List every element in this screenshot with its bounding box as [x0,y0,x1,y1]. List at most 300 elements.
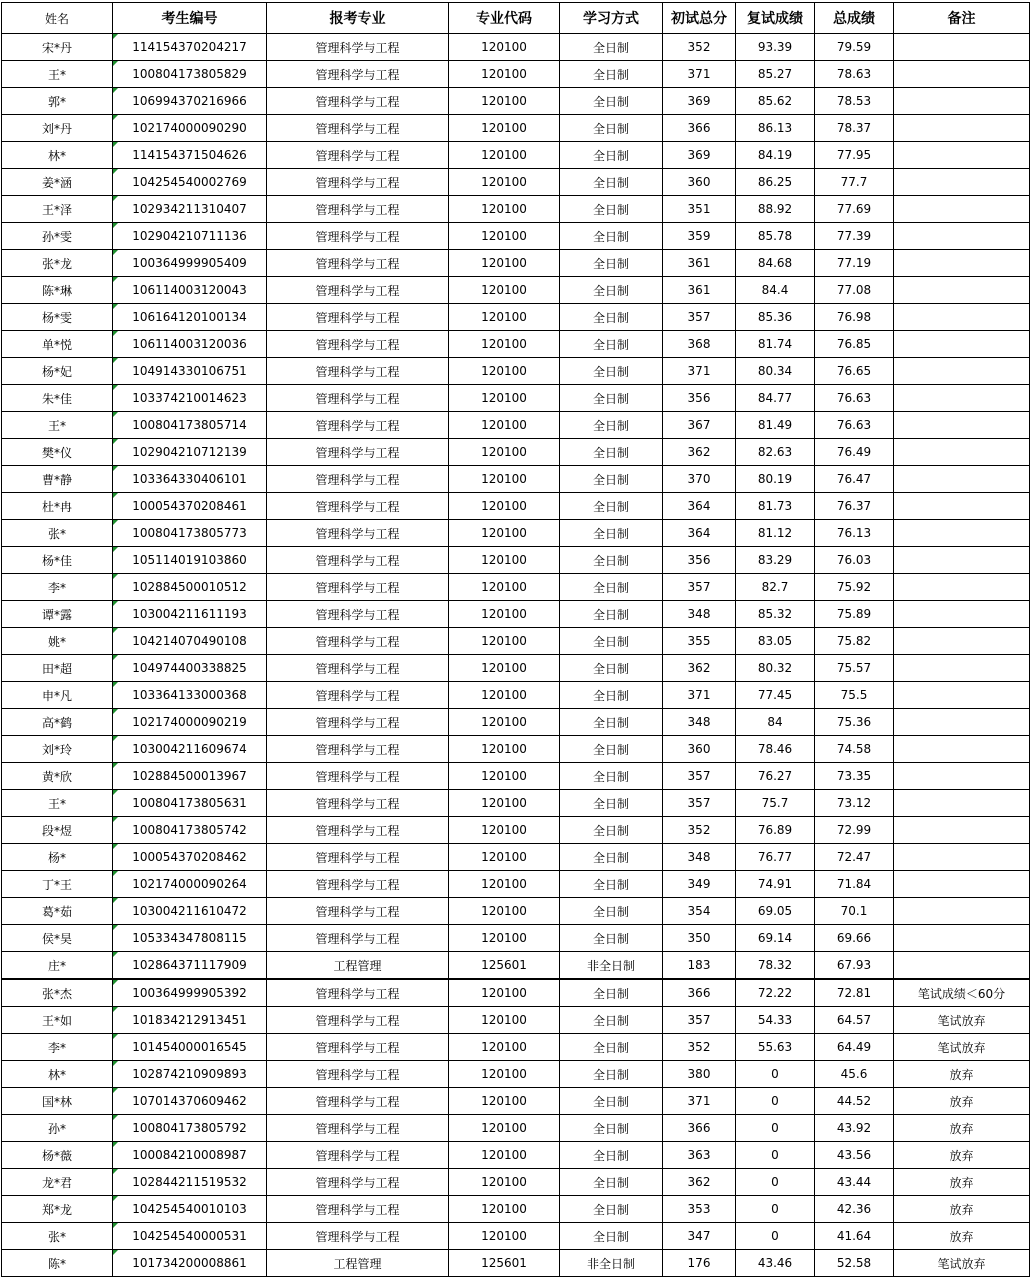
cell-study-mode: 全日制 [560,520,663,547]
cell-name: 杨*佳 [2,547,113,574]
cell-name: 庄* [2,952,113,980]
cell-retest-score: 83.29 [736,547,815,574]
cell-study-mode: 全日制 [560,358,663,385]
cell-candidate-id: 100804173805742 [113,817,267,844]
cell-prelim-score: 366 [663,1115,736,1142]
header-major-code: 专业代码 [449,3,560,34]
cell-study-mode: 全日制 [560,88,663,115]
cell-remarks [894,88,1030,115]
table-row [2,169,1030,196]
cell-total-score: 76.47 [815,466,894,493]
cell-major-code: 120100 [449,763,560,790]
cell-total-score: 43.92 [815,1115,894,1142]
cell-study-mode: 非全日制 [560,1250,663,1277]
cell-remarks [894,844,1030,871]
cell-total-score: 77.19 [815,250,894,277]
cell-major-code: 120100 [449,250,560,277]
cell-retest-score: 81.74 [736,331,815,358]
cell-prelim-score: 357 [663,790,736,817]
cell-major: 管理科学与工程 [267,88,449,115]
table-row [2,223,1030,250]
table-row [2,385,1030,412]
cell-prelim-score: 354 [663,898,736,925]
header-name: 姓名 [2,3,113,34]
cell-study-mode: 全日制 [560,871,663,898]
cell-prelim-score: 353 [663,1196,736,1223]
cell-candidate-id: 100364999905409 [113,250,267,277]
cell-study-mode: 全日制 [560,574,663,601]
cell-total-score: 75.82 [815,628,894,655]
cell-prelim-score: 355 [663,628,736,655]
cell-name: 段*煜 [2,817,113,844]
cell-name: 王* [2,790,113,817]
cell-candidate-id: 102844211519532 [113,1169,267,1196]
cell-total-score: 72.99 [815,817,894,844]
cell-retest-score: 84.19 [736,142,815,169]
cell-study-mode: 全日制 [560,1088,663,1115]
cell-major: 管理科学与工程 [267,169,449,196]
cell-major: 管理科学与工程 [267,1169,449,1196]
cell-retest-score: 77.45 [736,682,815,709]
cell-candidate-id: 104254540002769 [113,169,267,196]
cell-retest-score: 93.39 [736,34,815,61]
cell-remarks [894,628,1030,655]
cell-prelim-score: 352 [663,817,736,844]
cell-name: 谭*露 [2,601,113,628]
cell-remarks [894,196,1030,223]
cell-remarks [894,169,1030,196]
cell-name: 郭* [2,88,113,115]
cell-major-code: 120100 [449,142,560,169]
cell-major-code: 125601 [449,952,560,980]
cell-major: 管理科学与工程 [267,331,449,358]
cell-retest-score: 54.33 [736,1007,815,1034]
cell-major: 管理科学与工程 [267,1034,449,1061]
cell-total-score: 75.5 [815,682,894,709]
cell-major: 管理科学与工程 [267,979,449,1007]
cell-study-mode: 全日制 [560,1142,663,1169]
cell-name: 王*如 [2,1007,113,1034]
cell-remarks [894,358,1030,385]
cell-name: 张*龙 [2,250,113,277]
table-row [2,250,1030,277]
cell-name: 杨* [2,844,113,871]
cell-study-mode: 全日制 [560,196,663,223]
cell-remarks [894,115,1030,142]
cell-major-code: 120100 [449,169,560,196]
cell-major-code: 120100 [449,439,560,466]
cell-retest-score: 83.05 [736,628,815,655]
table-row [2,1061,1030,1088]
cell-total-score: 77.39 [815,223,894,250]
cell-major-code: 120100 [449,547,560,574]
cell-study-mode: 全日制 [560,115,663,142]
cell-study-mode: 全日制 [560,547,663,574]
cell-prelim-score: 371 [663,1088,736,1115]
table-row [2,1034,1030,1061]
cell-prelim-score: 367 [663,412,736,439]
table-row [2,88,1030,115]
cell-candidate-id: 102904210712139 [113,439,267,466]
cell-study-mode: 全日制 [560,1196,663,1223]
cell-retest-score: 81.73 [736,493,815,520]
cell-remarks [894,817,1030,844]
cell-prelim-score: 369 [663,142,736,169]
table-row [2,1250,1030,1277]
cell-remarks [894,790,1030,817]
cell-candidate-id: 114154371504626 [113,142,267,169]
cell-study-mode: 全日制 [560,223,663,250]
cell-total-score: 76.65 [815,358,894,385]
cell-study-mode: 全日制 [560,34,663,61]
cell-candidate-id: 114154370204217 [113,34,267,61]
cell-major-code: 120100 [449,1034,560,1061]
cell-name: 林* [2,142,113,169]
cell-retest-score: 85.62 [736,88,815,115]
table-row [2,493,1030,520]
cell-total-score: 76.49 [815,439,894,466]
cell-candidate-id: 101834212913451 [113,1007,267,1034]
cell-retest-score: 0 [736,1142,815,1169]
cell-study-mode: 全日制 [560,250,663,277]
cell-major: 管理科学与工程 [267,925,449,952]
cell-major: 管理科学与工程 [267,1142,449,1169]
cell-retest-score: 72.22 [736,979,815,1007]
header-total-score: 总成绩 [815,3,894,34]
cell-remarks: 笔试成绩＜60分 [894,979,1030,1007]
cell-retest-score: 88.92 [736,196,815,223]
cell-major-code: 120100 [449,1223,560,1250]
cell-study-mode: 全日制 [560,790,663,817]
cell-total-score: 77.08 [815,277,894,304]
cell-major: 管理科学与工程 [267,1196,449,1223]
cell-prelim-score: 348 [663,601,736,628]
cell-candidate-id: 100804173805773 [113,520,267,547]
cell-name: 樊*仪 [2,439,113,466]
cell-name: 李* [2,1034,113,1061]
cell-total-score: 72.47 [815,844,894,871]
cell-retest-score: 0 [736,1061,815,1088]
table-row [2,925,1030,952]
cell-remarks [894,871,1030,898]
cell-name: 宋*丹 [2,34,113,61]
cell-major: 管理科学与工程 [267,655,449,682]
cell-candidate-id: 105334347808115 [113,925,267,952]
cell-candidate-id: 102174000090264 [113,871,267,898]
cell-remarks: 放弃 [894,1196,1030,1223]
cell-total-score: 78.37 [815,115,894,142]
cell-study-mode: 全日制 [560,628,663,655]
cell-remarks [894,709,1030,736]
cell-prelim-score: 347 [663,1223,736,1250]
cell-total-score: 71.84 [815,871,894,898]
cell-remarks [894,250,1030,277]
cell-candidate-id: 104214070490108 [113,628,267,655]
cell-candidate-id: 100804173805714 [113,412,267,439]
cell-remarks [894,223,1030,250]
cell-major-code: 120100 [449,790,560,817]
cell-major-code: 120100 [449,466,560,493]
table-row [2,817,1030,844]
cell-total-score: 76.85 [815,331,894,358]
cell-remarks [894,61,1030,88]
cell-prelim-score: 357 [663,763,736,790]
cell-major: 工程管理 [267,1250,449,1277]
cell-prelim-score: 362 [663,1169,736,1196]
cell-prelim-score: 183 [663,952,736,980]
cell-major-code: 120100 [449,277,560,304]
cell-remarks: 放弃 [894,1142,1030,1169]
cell-candidate-id: 100054370208462 [113,844,267,871]
cell-name: 林* [2,1061,113,1088]
cell-candidate-id: 106994370216966 [113,88,267,115]
cell-total-score: 75.92 [815,574,894,601]
table-row [2,601,1030,628]
cell-prelim-score: 366 [663,979,736,1007]
cell-prelim-score: 361 [663,277,736,304]
cell-retest-score: 84.4 [736,277,815,304]
table-row [2,520,1030,547]
header-retest-score: 复试成绩 [736,3,815,34]
table-row [2,790,1030,817]
cell-major: 管理科学与工程 [267,736,449,763]
cell-prelim-score: 368 [663,331,736,358]
cell-prelim-score: 360 [663,169,736,196]
cell-major: 管理科学与工程 [267,601,449,628]
cell-retest-score: 0 [736,1169,815,1196]
cell-name: 姜*涵 [2,169,113,196]
cell-study-mode: 全日制 [560,979,663,1007]
score-table [1,2,1030,1277]
cell-retest-score: 81.12 [736,520,815,547]
cell-major-code: 120100 [449,574,560,601]
cell-prelim-score: 349 [663,871,736,898]
cell-total-score: 52.58 [815,1250,894,1277]
cell-remarks: 笔试放弃 [894,1034,1030,1061]
table-row [2,574,1030,601]
cell-remarks: 放弃 [894,1088,1030,1115]
cell-prelim-score: 370 [663,466,736,493]
cell-remarks: 放弃 [894,1061,1030,1088]
cell-name: 单*悦 [2,331,113,358]
cell-name: 申*凡 [2,682,113,709]
cell-candidate-id: 100804173805792 [113,1115,267,1142]
cell-candidate-id: 103374210014623 [113,385,267,412]
table-row [2,1115,1030,1142]
cell-major: 管理科学与工程 [267,844,449,871]
cell-retest-score: 0 [736,1196,815,1223]
cell-remarks [894,655,1030,682]
cell-candidate-id: 102874210909893 [113,1061,267,1088]
cell-remarks [894,547,1030,574]
cell-candidate-id: 103004211609674 [113,736,267,763]
cell-candidate-id: 104974400338825 [113,655,267,682]
cell-major: 管理科学与工程 [267,277,449,304]
cell-remarks [894,304,1030,331]
cell-major: 管理科学与工程 [267,1007,449,1034]
cell-remarks [894,736,1030,763]
cell-retest-score: 85.78 [736,223,815,250]
cell-prelim-score: 357 [663,304,736,331]
cell-total-score: 76.37 [815,493,894,520]
cell-name: 侯*昊 [2,925,113,952]
cell-prelim-score: 362 [663,439,736,466]
cell-remarks [894,763,1030,790]
cell-major: 管理科学与工程 [267,817,449,844]
cell-study-mode: 全日制 [560,1223,663,1250]
cell-name: 郑*龙 [2,1196,113,1223]
cell-study-mode: 全日制 [560,736,663,763]
cell-major: 管理科学与工程 [267,250,449,277]
cell-total-score: 75.57 [815,655,894,682]
table-row [2,1169,1030,1196]
cell-study-mode: 全日制 [560,439,663,466]
cell-candidate-id: 101734200008861 [113,1250,267,1277]
cell-total-score: 44.52 [815,1088,894,1115]
cell-candidate-id: 106114003120043 [113,277,267,304]
cell-major-code: 120100 [449,682,560,709]
cell-major: 管理科学与工程 [267,1061,449,1088]
cell-retest-score: 84.77 [736,385,815,412]
cell-major-code: 120100 [449,223,560,250]
cell-retest-score: 84.68 [736,250,815,277]
cell-study-mode: 全日制 [560,709,663,736]
cell-prelim-score: 369 [663,88,736,115]
table-row [2,655,1030,682]
cell-major-code: 120100 [449,1088,560,1115]
header-row [2,3,1030,34]
cell-total-score: 43.44 [815,1169,894,1196]
cell-major: 管理科学与工程 [267,898,449,925]
cell-name: 李* [2,574,113,601]
cell-name: 黄*欣 [2,763,113,790]
cell-prelim-score: 371 [663,61,736,88]
cell-name: 王* [2,412,113,439]
cell-prelim-score: 356 [663,547,736,574]
table-row [2,1196,1030,1223]
cell-major-code: 120100 [449,88,560,115]
cell-major-code: 120100 [449,736,560,763]
cell-name: 丁*王 [2,871,113,898]
cell-total-score: 78.63 [815,61,894,88]
cell-retest-score: 0 [736,1088,815,1115]
cell-major-code: 120100 [449,61,560,88]
cell-prelim-score: 366 [663,115,736,142]
cell-study-mode: 全日制 [560,682,663,709]
cell-candidate-id: 104254540010103 [113,1196,267,1223]
cell-candidate-id: 100054370208461 [113,493,267,520]
cell-candidate-id: 103004211610472 [113,898,267,925]
cell-remarks: 放弃 [894,1169,1030,1196]
cell-retest-score: 76.89 [736,817,815,844]
cell-prelim-score: 176 [663,1250,736,1277]
cell-remarks [894,412,1030,439]
table-row [2,952,1030,980]
table-row [2,979,1030,1007]
cell-name: 张* [2,1223,113,1250]
cell-remarks [894,898,1030,925]
cell-remarks [894,142,1030,169]
header-remarks: 备注 [894,3,1030,34]
cell-major: 管理科学与工程 [267,763,449,790]
cell-major: 管理科学与工程 [267,34,449,61]
cell-total-score: 73.35 [815,763,894,790]
cell-name: 孙* [2,1115,113,1142]
cell-total-score: 43.56 [815,1142,894,1169]
cell-total-score: 64.57 [815,1007,894,1034]
cell-major-code: 120100 [449,196,560,223]
cell-major: 管理科学与工程 [267,1223,449,1250]
cell-retest-score: 0 [736,1223,815,1250]
cell-retest-score: 69.05 [736,898,815,925]
cell-remarks: 放弃 [894,1223,1030,1250]
cell-name: 杜*冉 [2,493,113,520]
cell-name: 高*鹤 [2,709,113,736]
cell-major: 管理科学与工程 [267,709,449,736]
cell-study-mode: 全日制 [560,844,663,871]
cell-major: 工程管理 [267,952,449,980]
header-candidate-id: 考生编号 [113,3,267,34]
cell-total-score: 74.58 [815,736,894,763]
table-row [2,547,1030,574]
cell-major-code: 120100 [449,1142,560,1169]
cell-major: 管理科学与工程 [267,385,449,412]
cell-major: 管理科学与工程 [267,547,449,574]
cell-study-mode: 全日制 [560,142,663,169]
cell-major: 管理科学与工程 [267,682,449,709]
cell-prelim-score: 357 [663,1007,736,1034]
cell-retest-score: 82.7 [736,574,815,601]
cell-major: 管理科学与工程 [267,115,449,142]
cell-major-code: 125601 [449,1250,560,1277]
cell-name: 刘*玲 [2,736,113,763]
table-row [2,142,1030,169]
cell-study-mode: 全日制 [560,304,663,331]
table-row [2,1142,1030,1169]
cell-prelim-score: 362 [663,655,736,682]
cell-retest-score: 43.46 [736,1250,815,1277]
cell-retest-score: 69.14 [736,925,815,952]
cell-major-code: 120100 [449,601,560,628]
cell-candidate-id: 102884500013967 [113,763,267,790]
cell-major-code: 120100 [449,520,560,547]
cell-total-score: 76.63 [815,412,894,439]
cell-name: 孙*雯 [2,223,113,250]
cell-major: 管理科学与工程 [267,439,449,466]
table-row [2,115,1030,142]
table-row [2,61,1030,88]
cell-major: 管理科学与工程 [267,1088,449,1115]
cell-prelim-score: 348 [663,844,736,871]
cell-major: 管理科学与工程 [267,223,449,250]
table-body [2,34,1030,1277]
cell-remarks [894,277,1030,304]
cell-major-code: 120100 [449,817,560,844]
table-row [2,304,1030,331]
cell-study-mode: 非全日制 [560,952,663,980]
cell-total-score: 72.81 [815,979,894,1007]
cell-retest-score: 55.63 [736,1034,815,1061]
cell-study-mode: 全日制 [560,277,663,304]
cell-remarks [894,601,1030,628]
cell-major-code: 120100 [449,655,560,682]
cell-candidate-id: 102864371117909 [113,952,267,980]
cell-remarks [894,520,1030,547]
cell-remarks [894,952,1030,980]
cell-prelim-score: 352 [663,34,736,61]
cell-remarks [894,385,1030,412]
cell-name: 曹*静 [2,466,113,493]
